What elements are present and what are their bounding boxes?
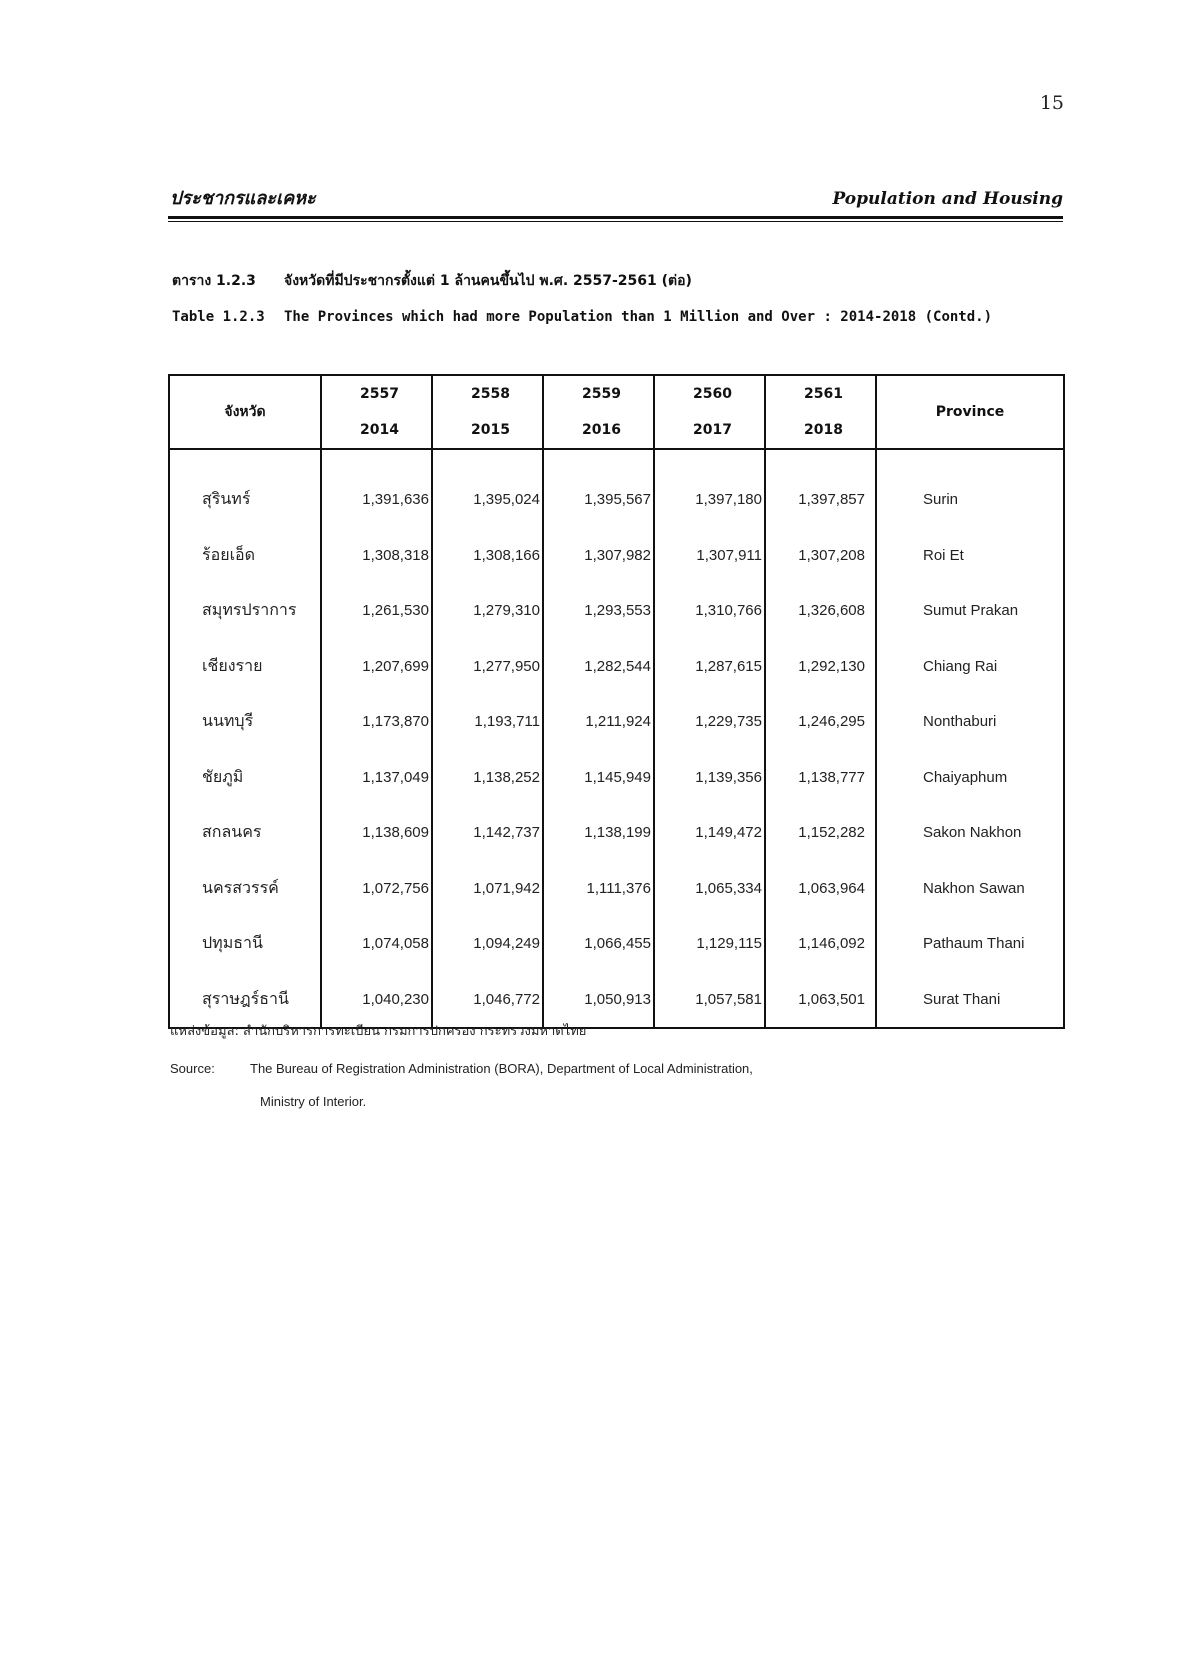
population-value: 1,246,295 bbox=[765, 694, 876, 750]
year-ce: 2016 bbox=[582, 422, 621, 438]
table-row bbox=[169, 449, 1064, 528]
population-value: 1,307,911 bbox=[654, 528, 765, 584]
population-value: 1,397,180 bbox=[654, 449, 765, 528]
table-row bbox=[169, 750, 1064, 806]
caption-title-thai: จังหวัดที่มีประชากรตั้งแต่ 1 ล้านคนขึ้นไป พ.ศ. 2557-2561 (ต่อ) bbox=[284, 273, 692, 289]
population-value: 1,279,310 bbox=[432, 583, 543, 639]
year-be: 2557 bbox=[360, 386, 399, 402]
population-value: 1,111,376 bbox=[543, 861, 654, 917]
population-value: 1,229,735 bbox=[654, 694, 765, 750]
population-value: 1,292,130 bbox=[765, 639, 876, 695]
population-value: 1,395,567 bbox=[543, 449, 654, 528]
population-value: 1,046,772 bbox=[432, 972, 543, 1029]
table-row bbox=[169, 528, 1064, 584]
population-value: 1,307,982 bbox=[543, 528, 654, 584]
population-value: 1,261,530 bbox=[321, 583, 432, 639]
year-be: 2558 bbox=[471, 386, 510, 402]
province-name-english: Sakon Nakhon bbox=[876, 805, 1064, 861]
population-value: 1,138,199 bbox=[543, 805, 654, 861]
population-value: 1,308,166 bbox=[432, 528, 543, 584]
population-value: 1,071,942 bbox=[432, 861, 543, 917]
table-row bbox=[169, 583, 1064, 639]
table-body bbox=[169, 449, 1064, 1028]
header-year bbox=[765, 375, 876, 449]
source-label: Source: bbox=[170, 1061, 215, 1076]
header-year bbox=[654, 375, 765, 449]
population-value: 1,072,756 bbox=[321, 861, 432, 917]
province-name-thai: นครสวรรค์ bbox=[169, 861, 321, 917]
population-value: 1,138,252 bbox=[432, 750, 543, 806]
province-name-thai: สุรินทร์ bbox=[169, 449, 321, 528]
page-number: 15 bbox=[1039, 92, 1064, 114]
province-name-thai: ร้อยเอ็ด bbox=[169, 528, 321, 584]
population-value: 1,094,249 bbox=[432, 916, 543, 972]
table-caption-thai bbox=[172, 270, 692, 292]
running-header bbox=[170, 183, 1063, 213]
year-be: 2561 bbox=[804, 386, 843, 402]
province-name-thai: ชัยภูมิ bbox=[169, 750, 321, 806]
province-name-english: Nonthaburi bbox=[876, 694, 1064, 750]
header-province-thai: จังหวัด bbox=[169, 375, 321, 449]
population-value: 1,063,501 bbox=[765, 972, 876, 1029]
table-row bbox=[169, 861, 1064, 917]
province-name-english: Chiang Rai bbox=[876, 639, 1064, 695]
province-name-english: Sumut Prakan bbox=[876, 583, 1064, 639]
province-name-thai: สุราษฎร์ธานี bbox=[169, 972, 321, 1029]
population-value: 1,397,857 bbox=[765, 449, 876, 528]
population-value: 1,139,356 bbox=[654, 750, 765, 806]
population-value: 1,057,581 bbox=[654, 972, 765, 1029]
source-note-english bbox=[170, 1061, 753, 1076]
population-value: 1,287,615 bbox=[654, 639, 765, 695]
population-value: 1,065,334 bbox=[654, 861, 765, 917]
table-header-row bbox=[169, 375, 1064, 449]
population-value: 1,063,964 bbox=[765, 861, 876, 917]
header-year bbox=[321, 375, 432, 449]
year-ce: 2017 bbox=[693, 422, 732, 438]
table-row bbox=[169, 694, 1064, 750]
province-name-thai: ปทุมธานี bbox=[169, 916, 321, 972]
year-ce: 2015 bbox=[471, 422, 510, 438]
table-row bbox=[169, 805, 1064, 861]
province-name-english: Roi Et bbox=[876, 528, 1064, 584]
population-value: 1,149,472 bbox=[654, 805, 765, 861]
population-value: 1,293,553 bbox=[543, 583, 654, 639]
population-value: 1,326,608 bbox=[765, 583, 876, 639]
table-caption-english bbox=[172, 309, 992, 325]
population-value: 1,066,455 bbox=[543, 916, 654, 972]
source-text-line-1: The Bureau of Registration Administration (BORA), Department of Local Administration, bbox=[250, 1061, 753, 1076]
year-be: 2559 bbox=[582, 386, 621, 402]
header-province-english: Province bbox=[876, 375, 1064, 449]
province-name-thai: สกลนคร bbox=[169, 805, 321, 861]
population-value: 1,173,870 bbox=[321, 694, 432, 750]
caption-label-english: Table 1.2.3 bbox=[172, 309, 265, 325]
population-value: 1,207,699 bbox=[321, 639, 432, 695]
population-value: 1,040,230 bbox=[321, 972, 432, 1029]
province-name-english: Nakhon Sawan bbox=[876, 861, 1064, 917]
header-title-english: Population and Housing bbox=[832, 189, 1063, 209]
population-value: 1,138,609 bbox=[321, 805, 432, 861]
year-be: 2560 bbox=[693, 386, 732, 402]
header-title-thai: ประชากรและเคหะ bbox=[170, 188, 316, 209]
header-year bbox=[432, 375, 543, 449]
population-value: 1,307,208 bbox=[765, 528, 876, 584]
population-value: 1,138,777 bbox=[765, 750, 876, 806]
source-note-thai: แหล่งข้อมูล: สำนักบริหารการทะเบียน กรมการปกครอง กระทรวงมหาดไทย bbox=[170, 1024, 587, 1039]
source-text-line-2: Ministry of Interior. bbox=[260, 1094, 367, 1109]
population-value: 1,137,049 bbox=[321, 750, 432, 806]
population-value: 1,211,924 bbox=[543, 694, 654, 750]
province-name-thai: สมุทรปราการ bbox=[169, 583, 321, 639]
caption-title-english: The Provinces which had more Population than 1 Million and Over : 2014-2018 (Contd.) bbox=[284, 309, 993, 325]
table-row bbox=[169, 639, 1064, 695]
table-row bbox=[169, 916, 1064, 972]
population-value: 1,142,737 bbox=[432, 805, 543, 861]
population-value: 1,146,092 bbox=[765, 916, 876, 972]
province-name-english: Surat Thani bbox=[876, 972, 1064, 1029]
population-value: 1,129,115 bbox=[654, 916, 765, 972]
population-value: 1,395,024 bbox=[432, 449, 543, 528]
population-value: 1,050,913 bbox=[543, 972, 654, 1029]
population-value: 1,074,058 bbox=[321, 916, 432, 972]
population-value: 1,282,544 bbox=[543, 639, 654, 695]
header-year bbox=[543, 375, 654, 449]
header-rule-thick bbox=[168, 216, 1063, 219]
province-name-thai: นนทบุรี bbox=[169, 694, 321, 750]
population-value: 1,308,318 bbox=[321, 528, 432, 584]
province-name-english: Pathaum Thani bbox=[876, 916, 1064, 972]
province-name-english: Chaiyaphum bbox=[876, 750, 1064, 806]
caption-label-thai: ตาราง 1.2.3 bbox=[172, 273, 256, 289]
population-table bbox=[168, 374, 1065, 1029]
header-rule-thin bbox=[168, 221, 1063, 222]
population-value: 1,310,766 bbox=[654, 583, 765, 639]
population-value: 1,277,950 bbox=[432, 639, 543, 695]
province-name-thai: เชียงราย bbox=[169, 639, 321, 695]
year-ce: 2018 bbox=[804, 422, 843, 438]
population-value: 1,152,282 bbox=[765, 805, 876, 861]
province-name-english: Surin bbox=[876, 449, 1064, 528]
population-value: 1,391,636 bbox=[321, 449, 432, 528]
population-value: 1,145,949 bbox=[543, 750, 654, 806]
population-value: 1,193,711 bbox=[432, 694, 543, 750]
year-ce: 2014 bbox=[360, 422, 399, 438]
